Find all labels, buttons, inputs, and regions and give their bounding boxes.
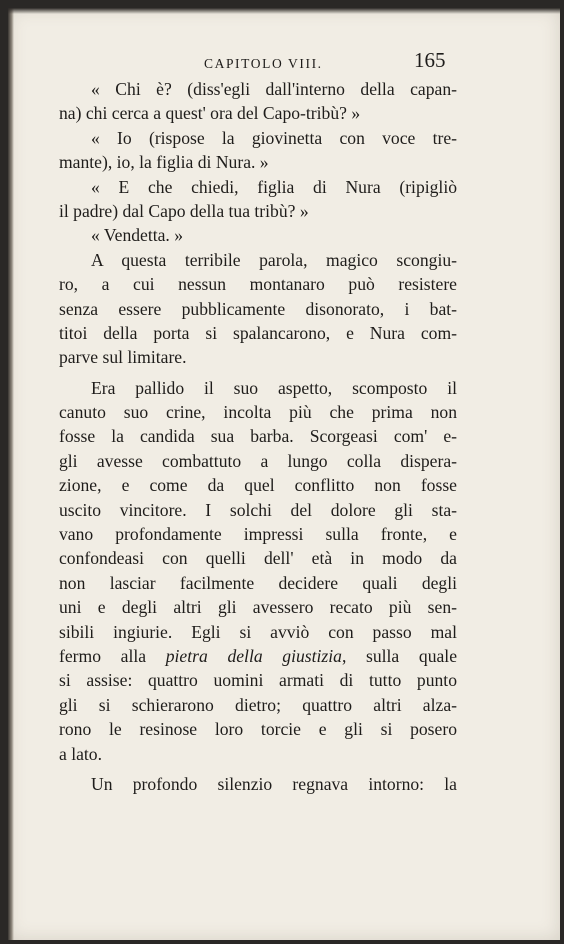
text-line: sibili ingiurie. Egli si avviò con passo mal [59,621,457,642]
text-line-with-italic [59,644,457,668]
text-line: fosse la candida sua barba. Scorgeasi com' e- [59,426,457,447]
text-line: rono le resinose loro torcie e gli si posero [59,719,457,740]
italic-phrase: pietra della giustizia [165,645,342,666]
body-text [59,77,457,796]
page-top-edge [8,8,560,14]
text-line: gli si schierarono dietro; quattro altri alza- [59,694,457,715]
page-binding-edge [8,8,14,940]
text-line: parve sul limitare. [59,347,187,368]
text-line: senza essere pubblicamente disonorato, i bat- [59,298,457,319]
chapter-heading: CAPITOLO VIII. [204,56,323,71]
text-line: canuto suo crine, incolta più che prima non [59,402,457,423]
text-line: Era pallido il suo aspetto, scomposto il [91,377,457,398]
text-line: il padre) dal Capo della tua tribù? » [59,200,309,221]
text-line: confondeasi con quelli dell' età in modo da [59,548,457,569]
text-line: na) chi cerca a quest' ora del Capo-tribù? » [59,103,361,124]
running-head [8,48,560,78]
text-line: Un profondo silenzio regnava intorno: la [91,773,457,794]
text-line: uni e degli altri gli avessero recato più sen- [59,597,457,618]
text-line: « Io (rispose la giovinetta con voce tre- [91,127,457,148]
text-line: vano profondamente impressi sulla fronte, e [59,524,457,545]
page-number: 165 [414,48,446,72]
text-line: « E che chiedi, figlia di Nura (ripigliò [91,176,457,197]
text-line: uscito vincitore. I solchi del dolore gli sta- [59,499,457,520]
text-line: mante), io, la figlia di Nura. » [59,152,269,173]
text-line: zione, e come da quel conflitto non fosse [59,475,457,496]
text-line: « Chi è? (diss'egli dall'interno della capan- [91,79,457,99]
text-segment: , sulla quale [341,645,458,666]
book-page [8,8,560,940]
text-line: titoi della porta si spalancarono, e Nura com- [59,322,457,343]
text-line: ro, a cui nessun montanaro può resistere [59,274,457,295]
text-segment: fermo alla [59,645,166,666]
text-line: A questa terribile parola, magico scongiu- [91,249,457,270]
text-line: si assise: quattro uomini armati di tutto punto [59,670,457,691]
text-line: « Vendetta. » [91,225,184,246]
text-line: gli avesse combattuto a lungo colla dispera- [59,450,457,471]
text-line: non lasciar facilmente decidere quali degli [59,572,457,593]
text-line: a lato. [59,743,102,764]
